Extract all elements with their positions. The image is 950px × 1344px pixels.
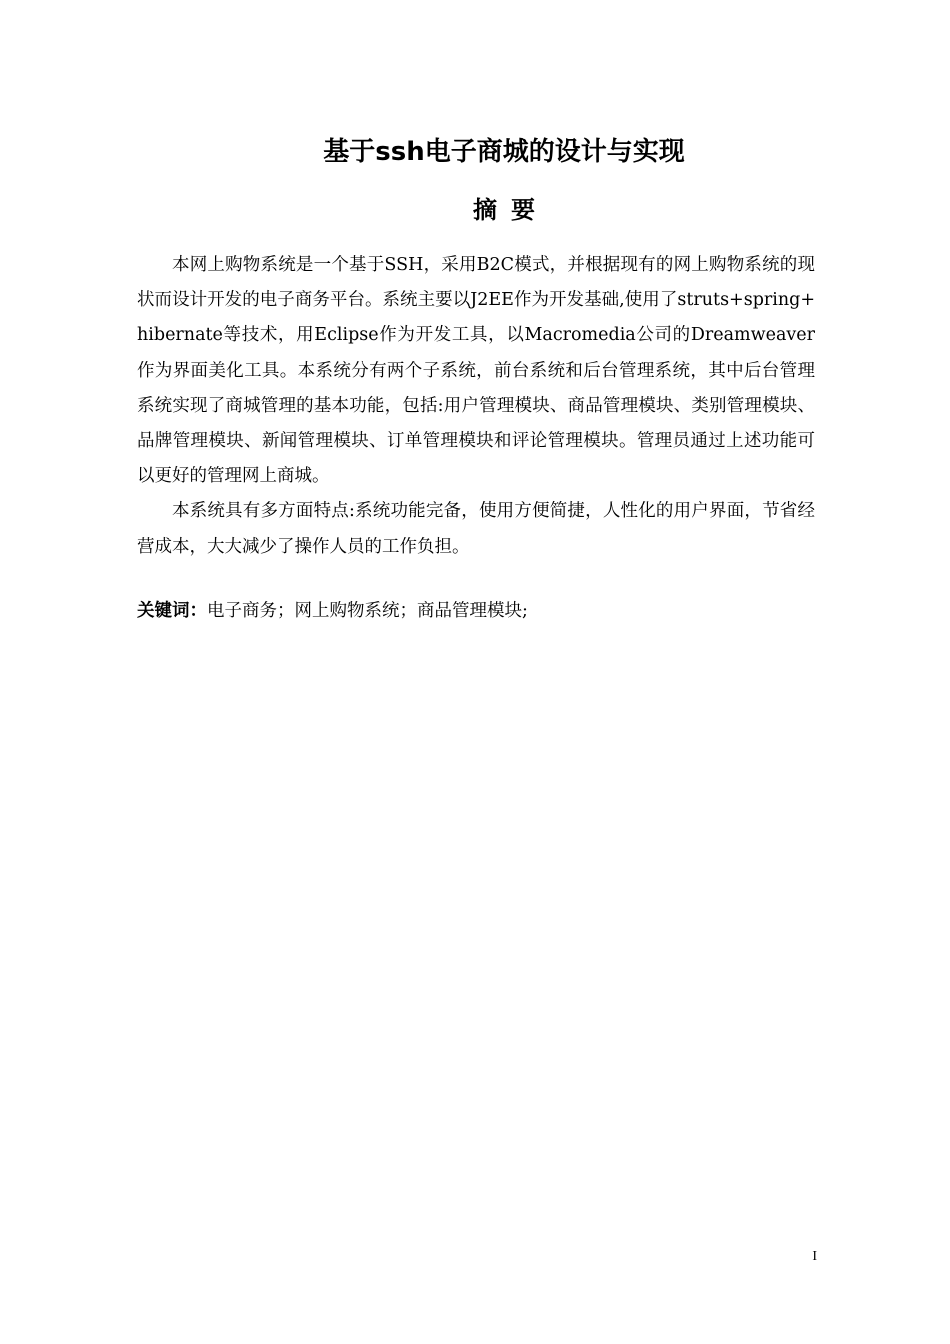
document-title: 基于ssh电子商城的设计与实现 (323, 137, 685, 167)
page-number: I (812, 1249, 817, 1264)
abstract-paragraph-1: 本网上购物系统是一个基于SSH，采用B2C模式，并根据现有的网上购物系统的现状而设计开发的电子商务平台。系统主要以J2EE作为开发基础,使用了struts+spring+hibernate等技术，用Eclipse作为开发工具，以Macromedia公司的Dreamweaver作为界面美化工具。本系统分有两个子系统，前台系统和后台管理系统，其中后台管理系统实现了商城管理的基本功能，包括:用户管理模块、商品管理模块、类别管理模块、品牌管理模块、新闻管理模块、订单管理模块和评论管理模块。管理员通过上述功能可以更好的管理网上商城。 (137, 255, 815, 487)
keywords-value: 电子商务；网上购物系统；商品管理模块; (207, 601, 528, 621)
abstract-paragraph-2: 本系统具有多方面特点:系统功能完备，使用方便简捷，人性化的用户界面，节省经营成本，大大减少了操作人员的工作负担。 (137, 501, 815, 557)
keywords-line (137, 596, 815, 626)
abstract-body (137, 248, 815, 565)
abstract-heading: 摘要 (473, 196, 549, 224)
keywords-label: 关键词： (137, 601, 207, 621)
